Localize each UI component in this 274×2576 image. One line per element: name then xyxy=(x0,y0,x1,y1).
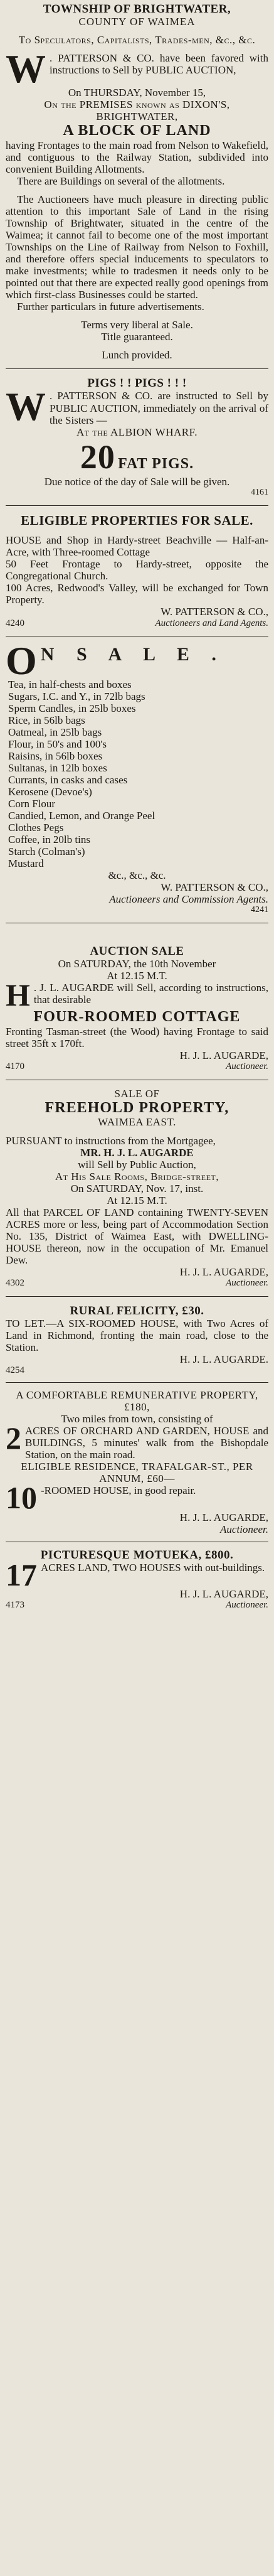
goods-item: Flour, in 50's and 100's xyxy=(8,738,107,750)
ad-audience: To Speculators, Capitalists, Trades-men, &c., &c. xyxy=(18,34,256,46)
ad-name: H. J. L. AUGARDE, xyxy=(179,1511,268,1523)
ad-title-guaranteed: Title guaranteed. xyxy=(101,331,173,343)
ad-body: HOUSE and Shop in Hardy-street Beachville — Half-an-Acre, with Three-roomed Cottage xyxy=(6,534,268,559)
goods-item: Clothes Pegs xyxy=(8,822,64,834)
divider xyxy=(6,1382,268,1383)
ad-etc: &c., &c., &c. xyxy=(108,869,166,882)
ad-intro-text: . PATTERSON & CO. are instructed to Sell by PUBLIC AUCTION, immediately on the arrival of the Sisters — xyxy=(50,390,268,426)
goods-item: Sugars, I.C. and Y., in 72lb bags xyxy=(8,690,145,702)
goods-item: Starch (Colman's) xyxy=(8,845,85,858)
ad-auctioneer: MR. H. J. L. AUGARDE xyxy=(80,1146,194,1159)
ad-role: Auctioneer. xyxy=(226,1600,268,1611)
goods-item: Sperm Candles, in 25lb boxes xyxy=(8,702,136,714)
ad-title: SALE OF xyxy=(114,1087,160,1100)
ad-time: At 12.15 M.T. xyxy=(107,970,167,982)
ad-premises: On the PREMISES known as DIXON'S, BRIGHTWATER, xyxy=(44,98,230,122)
drop-cap: 10 xyxy=(6,1480,37,1516)
ad-ref: 4173 xyxy=(6,1600,24,1611)
ad-intro xyxy=(6,1557,268,1592)
divider xyxy=(6,368,268,369)
ad-motueka xyxy=(6,1548,268,1611)
goods-item: Raisins, in 56lb boxes xyxy=(8,749,103,762)
ad-role: Auctioneer. xyxy=(226,1277,268,1288)
ad-notice: Due notice of the day of Sale will be given. xyxy=(44,476,230,488)
goods-item: Oatmeal, in 25lb bags xyxy=(8,726,102,738)
drop-cap: O xyxy=(6,638,37,684)
ad-footer xyxy=(6,1600,268,1611)
ad-role: Auctioneer. xyxy=(226,1061,268,1071)
pig-count: 20 xyxy=(80,437,115,476)
ad-title: RURAL FELICITY, £30. xyxy=(70,1304,204,1318)
ad-body: having Frontages to the main road from Nelson to Wakefield, and contiguous to the Railway Station, subdivided into convenient Building Allotments. xyxy=(6,139,268,175)
ad-intro-text: . PATTERSON & CO. have been favored with instructions to Sell by PUBLIC AUCTION, xyxy=(50,52,268,77)
ad-sell: will Sell by Public Auction, xyxy=(78,1158,196,1171)
ad-footer xyxy=(6,1061,268,1072)
goods-item: Rice, in 56lb bags xyxy=(8,714,85,726)
ad-terms: Terms very liberal at Sale. xyxy=(81,319,193,331)
ad-heading: FOUR-ROOMED COTTAGE xyxy=(33,1008,241,1025)
ad-name: H. J. L. AUGARDE, xyxy=(179,1588,268,1601)
ad-brightwater-land xyxy=(6,3,268,361)
ad-lunch: Lunch provided. xyxy=(102,349,172,362)
drop-cap: H xyxy=(6,977,30,1013)
ad-name: H. J. L. AUGARDE. xyxy=(179,1353,268,1366)
divider xyxy=(6,505,268,506)
ad-firm: W. PATTERSON & CO., xyxy=(161,606,268,618)
ad-title: TOWNSHIP OF BRIGHTWATER, xyxy=(43,3,231,16)
ad-intro xyxy=(6,977,268,1013)
ad-on-sale xyxy=(6,638,268,915)
ad-freehold-waimea xyxy=(6,1088,268,1289)
ad-subtitle: COUNTY OF WAIMEA xyxy=(78,16,196,28)
ad-body: ACRES OF ORCHARD AND GARDEN, HOUSE and BUILDINGS, 5 minutes' walk from the Bishopdale Station, on the main road. xyxy=(25,1424,268,1461)
ad-title-2: ELIGIBLE RESIDENCE, TRAFALGAR-ST., PER ANNUM, £60— xyxy=(21,1461,253,1485)
ad-role: Auctioneers and Land Agents. xyxy=(155,618,268,628)
ad-date: On THURSDAY, November 15, xyxy=(68,86,206,99)
ad-ref: 4302 xyxy=(6,1277,24,1288)
ad-body: 50 Feet Frontage to Hardy-street, opposite the Congregational Church. xyxy=(6,558,268,582)
ad-heading xyxy=(6,438,268,476)
goods-item: Sultanas, in 12lb boxes xyxy=(8,761,107,774)
goods-item: Kerosene (Devoe's) xyxy=(8,785,92,798)
ad-intro-text: PURSUANT to instructions from the Mortgagee, xyxy=(6,1134,216,1147)
divider xyxy=(6,1296,268,1297)
ad-body: Further particulars in future advertisements. xyxy=(17,301,204,313)
ad-time: At 12.15 M.T. xyxy=(107,1194,167,1206)
ad-title: PIGS ! ! PIGS ! ! ! xyxy=(87,377,187,390)
goods-item: Corn Flour xyxy=(8,798,56,810)
goods-item: Coffee, in 20lb tins xyxy=(8,834,90,846)
ad-title: ELIGIBLE PROPERTIES FOR SALE. xyxy=(21,512,253,528)
ad-pigs xyxy=(6,377,268,498)
ad-ref: 4254 xyxy=(6,1365,24,1376)
ad-subheading: WAIMEA EAST. xyxy=(98,1116,176,1129)
ad-body: All that PARCEL OF LAND containing TWENTY-SEVEN ACRES more or less, being part of Accommodation Section No. 135, District of Waimea East, with DWELLING-HOUSE thereon, now in the occupation of Mr. Emanuel Dew. xyxy=(6,1206,268,1266)
ad-name: H. J. L. AUGARDE, xyxy=(179,1265,268,1278)
ad-title: A COMFORTABLE REMUNERATIVE PROPERTY, £180, xyxy=(16,1388,258,1413)
ad-place: At His Sale Rooms, Bridge-street, xyxy=(55,1170,219,1183)
ad-intro xyxy=(6,1420,268,1461)
ad-location: At the ALBION WHARF. xyxy=(76,426,198,438)
drop-cap: W xyxy=(6,384,46,429)
ad-ref: 4240 xyxy=(6,618,24,628)
ad-title: AUCTION SALE xyxy=(90,944,184,958)
ad-body: There are Buildings on several of the allotments. xyxy=(17,174,225,187)
ad-firm: W. PATTERSON & CO., xyxy=(161,881,268,894)
ad-heading: FREEHOLD PROPERTY, xyxy=(45,1099,229,1116)
ad-auction-cottage xyxy=(6,945,268,1072)
ad-subheading: Two miles from town, consisting of xyxy=(61,1412,213,1425)
ad-intro-text: . J. L. AUGARDE will Sell, according to instructions, that desirable xyxy=(33,982,268,1006)
ad-ref: 4161 xyxy=(251,488,268,498)
ad-name: H. J. L. AUGARDE, xyxy=(179,1049,268,1061)
drop-cap: W xyxy=(6,46,46,92)
goods-item: Mustard xyxy=(8,857,44,870)
goods-item: Candied, Lemon, and Orange Peel xyxy=(8,810,155,822)
ad-body: ACRES LAND, TWO HOUSES with out-buildings. xyxy=(41,1561,265,1574)
ad-title: N S A L E . xyxy=(40,644,225,665)
ad-role: Auctioneers and Commission Agents. xyxy=(109,893,268,906)
goods-list xyxy=(6,679,268,870)
ad-remunerative-property xyxy=(6,1389,268,1535)
ad-body: TO LET.—A SIX-ROOMED HOUSE, with Two Acres of Land in Richmond, fronting the main road, close to the Station. xyxy=(6,1317,268,1353)
pig-heading: FAT PIGS. xyxy=(118,455,194,472)
ad-footer xyxy=(6,618,268,629)
ad-role: Auctioneer. xyxy=(220,1523,268,1535)
goods-item: Currants, in casks and cases xyxy=(8,773,128,786)
ad-eligible-properties xyxy=(6,513,268,629)
ad-intro xyxy=(6,384,268,429)
drop-cap: 2 xyxy=(6,1420,21,1456)
ad-body: Fronting Tasman-street (the Wood) having Frontage to said street 35ft x 170ft. xyxy=(6,1025,268,1049)
goods-item: Tea, in half-chests and boxes xyxy=(8,678,132,690)
ad-intro-2 xyxy=(6,1480,268,1516)
drop-cap: 17 xyxy=(6,1557,37,1592)
ad-body: -ROOMED HOUSE, in good repair. xyxy=(41,1484,196,1497)
ad-body: 100 Acres, Redwood's Valley, will be exchanged for Town Property. xyxy=(6,582,268,606)
ad-date: On SATURDAY, Nov. 17, inst. xyxy=(70,1182,204,1194)
ad-ref: 4170 xyxy=(6,1061,24,1071)
ad-ref: 4241 xyxy=(251,905,268,915)
ad-footer xyxy=(6,1365,268,1376)
ad-intro xyxy=(6,46,268,92)
ad-heading: A BLOCK OF LAND xyxy=(63,122,211,139)
ad-footer xyxy=(6,1278,268,1289)
ad-body: The Auctioneers have much pleasure in directing public attention to this important Sale of Land in the rising Township of Brightwater, situated in the centre of the Waimea; it cannot fail to become one of the most important Townships on the Line of Railway from Nelson to Foxhill, and therefore offers special inducements to speculators to make investments; while to tradesmen it needs only to be pointed out that there are expected really good openings from which first-class Businesses could be started. xyxy=(6,193,268,301)
ad-title: PICTURESQUE MOTUEKA, £800. xyxy=(40,1548,234,1562)
ad-rural-felicity xyxy=(6,1304,268,1376)
ad-date: On SATURDAY, the 10th November xyxy=(58,958,216,970)
